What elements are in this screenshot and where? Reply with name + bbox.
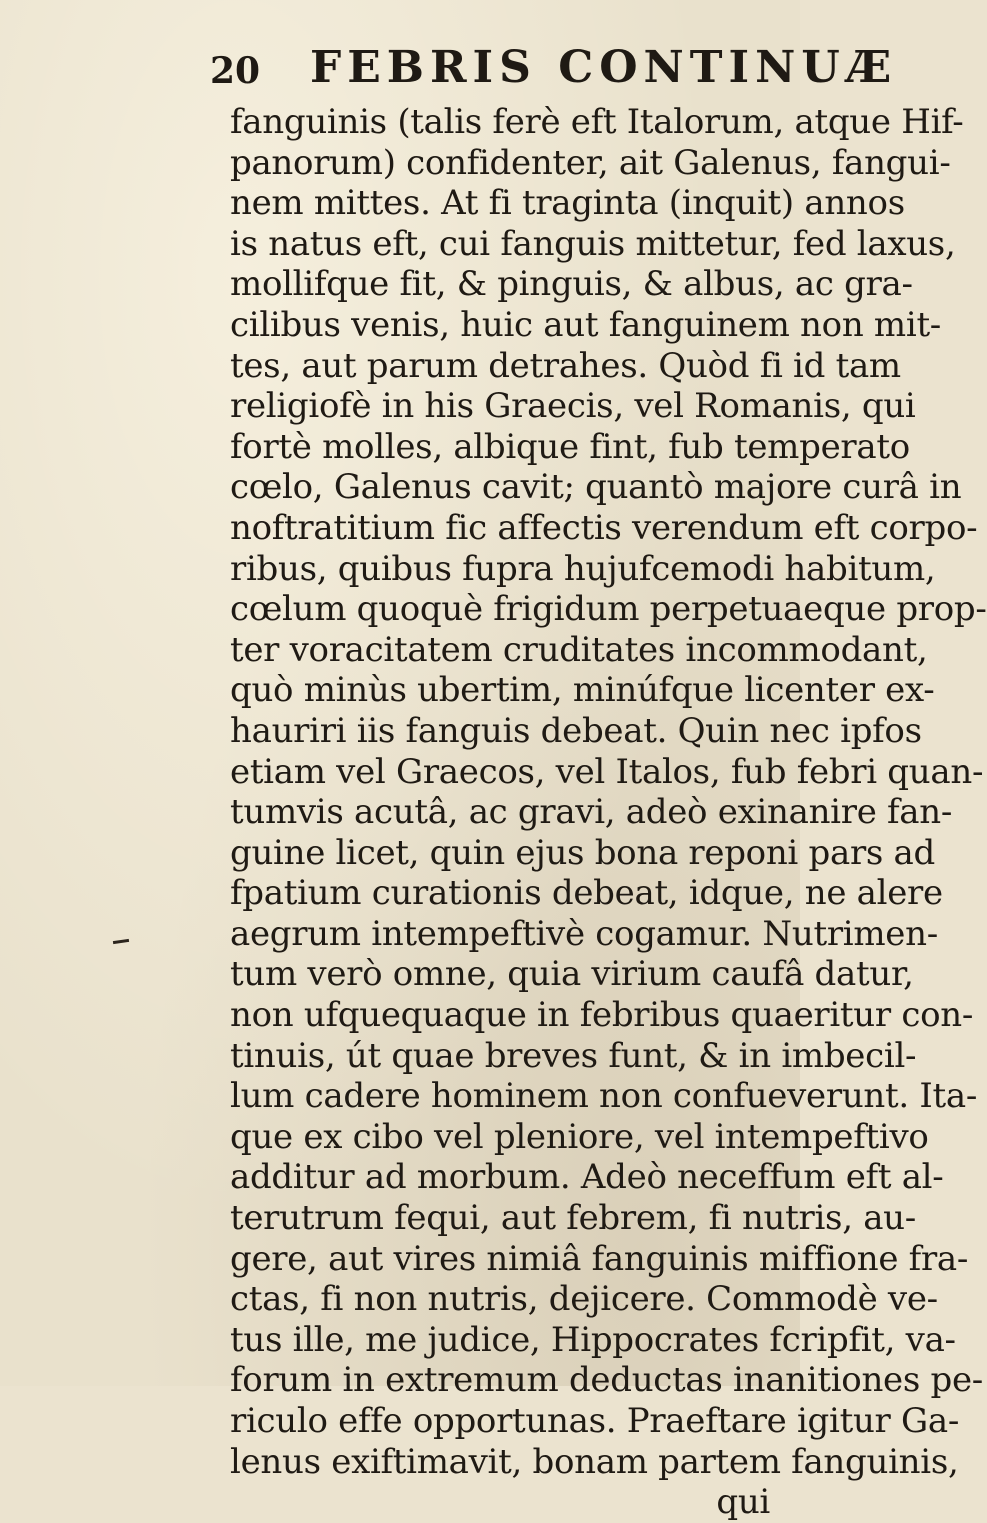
text-line: ctas, fi non nutris, dejicere. Commodè ve-: [230, 1279, 938, 1320]
text-line: fanguinis (talis ferè eft Italorum, atque Hif-: [230, 102, 964, 142]
text-line: additur ad morbum. Adeò neceffum eft al-: [230, 1157, 944, 1198]
text-line: religiofè in his Graecis, vel Romanis, qui: [230, 386, 916, 427]
text-line: aegrum intempeftivè cogamur. Nutrimen-: [230, 913, 938, 954]
body-text: [230, 102, 987, 1523]
text-line: etiam vel Graecos, vel Italos, fub febri quan-: [230, 751, 984, 792]
text-line: tus ille, me judice, Hippocrates fcripfit, va-: [230, 1319, 956, 1360]
text-line: tum verò omne, quia virium caufâ datur,: [230, 954, 914, 995]
text-line: cilibus venis, huic aut fanguinem non mit-: [230, 304, 941, 345]
text-line: tumvis acutâ, ac gravi, adeò exinanire fan-: [230, 792, 953, 833]
text-line: que ex cibo vel pleniore, vel intempeftivo: [230, 1116, 929, 1157]
margin-mark: [113, 939, 129, 944]
text-line: fortè molles, albique fint, fub temperato: [230, 426, 910, 467]
text-line: hauriri iis fanguis debeat. Quin nec ipfos: [230, 710, 922, 751]
catchword: qui: [716, 1482, 770, 1523]
text-line: quò minùs ubertim, minúfque licenter ex-: [230, 670, 935, 711]
text-line: riculo effe opportunas. Praeftare igitur Ga-: [230, 1401, 960, 1441]
text-line: guine licet, quin ejus bona reponi pars ad: [230, 832, 935, 873]
text-line: fpatium curationis debeat, idque, ne alere: [230, 873, 943, 914]
text-line: cœlum quoquè frigidum perpetuaeque prop-: [230, 589, 987, 630]
text-line: lenus exiftimavit, bonam partem fanguinis,: [230, 1441, 959, 1482]
text-line: panorum) confidenter, ait Galenus, fangui-: [230, 142, 951, 183]
text-line: tes, aut parum detrahes. Quòd fi id tam: [230, 345, 901, 386]
text-line: non ufquequaque in febribus quaeritur con-: [230, 995, 974, 1036]
text-line: ter voracitatem cruditates incommodant,: [230, 629, 928, 670]
text-line: forum in extremum deductas inanitiones pe-: [230, 1360, 983, 1401]
text-line: nem mittes. At fi traginta (inquit) annos: [230, 183, 905, 224]
text-line: is natus eft, cui fanguis mittetur, fed laxus,: [230, 223, 956, 264]
text-line: terutrum fequi, aut febrem, fi nutris, au-: [230, 1198, 916, 1239]
page-number: 20: [210, 50, 261, 92]
text-line: tinuis, út quae breves funt, & in imbecil-: [230, 1035, 917, 1076]
page-header: [210, 42, 898, 98]
running-title: FEBRIS CONTINUÆ: [310, 42, 898, 93]
text-line: noftratitium fic affectis verendum eft corpo-: [230, 507, 978, 548]
text-line: gere, aut vires nimiâ fanguinis miffione fra-: [230, 1238, 969, 1279]
text-line: ribus, quibus fupra hujufcemodi habitum,: [230, 548, 936, 589]
text-line: cœlo, Galenus cavit; quantò majore curâ in: [230, 467, 962, 508]
text-line: lum cadere hominem non confueverunt. Ita-: [230, 1076, 978, 1117]
text-line: mollifque fit, & pinguis, & albus, ac gra-: [230, 264, 913, 305]
